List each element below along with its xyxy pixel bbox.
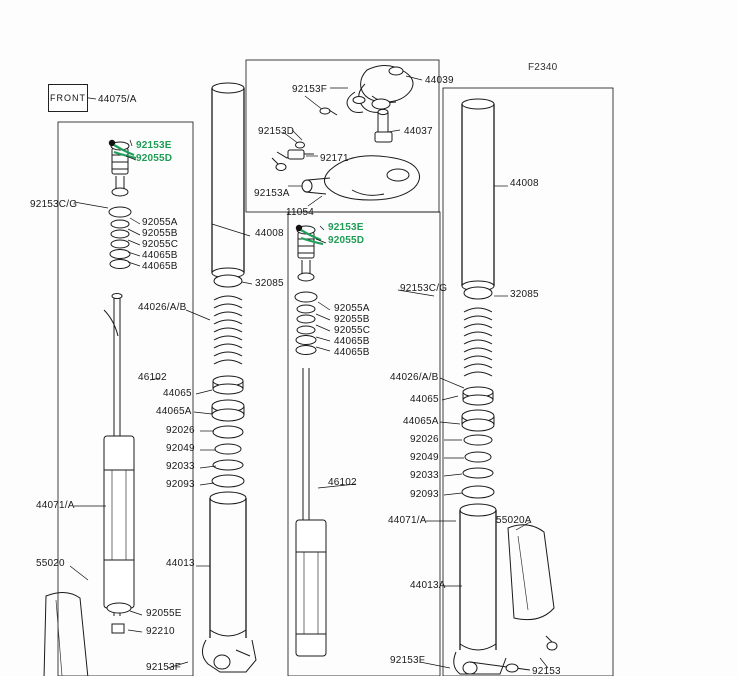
part-label-11054[interactable]: 11054: [286, 207, 315, 218]
part-label-32085-center[interactable]: 32085: [255, 278, 284, 289]
part-label-32085-right[interactable]: 32085: [510, 289, 539, 300]
part-label-44026-a-b-right[interactable]: 44026/A/B: [390, 372, 439, 383]
part-label-92153f-bottom-left[interactable]: 92153F: [146, 662, 182, 673]
part-label-44065a-right[interactable]: 44065A: [403, 416, 439, 427]
part-label-44071-a-right[interactable]: 44071/A: [388, 515, 427, 526]
part-label-92055d-left[interactable]: 92055D: [136, 153, 173, 164]
part-label-92055c-right[interactable]: 92055C: [334, 325, 371, 336]
part-label-92055c-left[interactable]: 92055C: [142, 239, 179, 250]
part-label-92026-right[interactable]: 92026: [410, 434, 439, 445]
part-label-92153d[interactable]: 92153D: [258, 126, 295, 137]
part-label-55020[interactable]: 55020: [36, 558, 65, 569]
part-label-55020a[interactable]: 55020A: [496, 515, 532, 526]
part-label-92049-left[interactable]: 92049: [166, 443, 195, 454]
part-label-44008-right[interactable]: 44008: [510, 178, 539, 189]
part-label-44065b-left-1[interactable]: 44065B: [142, 250, 178, 261]
part-label-92093-left[interactable]: 92093: [166, 479, 195, 490]
part-label-44065b-right-1[interactable]: 44065B: [334, 336, 370, 347]
part-label-44013[interactable]: 44013: [166, 558, 195, 569]
front-badge-label: FRONT: [50, 93, 86, 103]
part-label-44075-a[interactable]: 44075/A: [98, 94, 137, 105]
part-label-46102-right[interactable]: 46102: [328, 477, 357, 488]
part-label-92055d-right[interactable]: 92055D: [328, 235, 365, 246]
part-label-44037[interactable]: 44037: [404, 126, 433, 137]
part-label-44065a-left[interactable]: 44065A: [156, 406, 192, 417]
part-label-44065-left[interactable]: 44065: [163, 388, 192, 399]
part-label-44013a[interactable]: 44013A: [410, 580, 446, 591]
part-label-92171[interactable]: 92171: [320, 153, 349, 164]
part-label-92153e-right[interactable]: 92153E: [328, 222, 364, 233]
front-direction-badge: [48, 84, 88, 112]
part-label-92033-right[interactable]: 92033: [410, 470, 439, 481]
part-label-44071-a-left[interactable]: 44071/A: [36, 500, 75, 511]
part-label-92055a-right[interactable]: 92055A: [334, 303, 370, 314]
part-label-92049-right[interactable]: 92049: [410, 452, 439, 463]
part-label-92153[interactable]: 92153: [532, 666, 561, 677]
part-label-92055e[interactable]: 92055E: [146, 608, 182, 619]
part-label-92055b-right[interactable]: 92055B: [334, 314, 370, 325]
part-label-92055a-left[interactable]: 92055A: [142, 217, 178, 228]
part-label-44026-a-b-left[interactable]: 44026/A/B: [138, 302, 187, 313]
part-label-92055b-left[interactable]: 92055B: [142, 228, 178, 239]
part-label-92093-right[interactable]: 92093: [410, 489, 439, 500]
part-label-92153e-left[interactable]: 92153E: [136, 140, 172, 151]
part-label-92033-left[interactable]: 92033: [166, 461, 195, 472]
part-label-92026-left[interactable]: 92026: [166, 425, 195, 436]
diagram-id: F2340: [528, 62, 558, 73]
part-label-92153c-g-left[interactable]: 92153C/G: [30, 199, 78, 210]
part-label-92153f-top[interactable]: 92153F: [292, 84, 328, 95]
part-label-92210[interactable]: 92210: [146, 626, 175, 637]
part-label-44065-right[interactable]: 44065: [410, 394, 439, 405]
part-label-92153f-bottom-right[interactable]: 92153F: [390, 655, 426, 666]
part-label-92153a[interactable]: 92153A: [254, 188, 290, 199]
part-label-44065b-right-2[interactable]: 44065B: [334, 347, 370, 358]
part-label-44008-center[interactable]: 44008: [255, 228, 284, 239]
part-label-92153c-g-right[interactable]: 92153C/G: [400, 283, 448, 294]
part-label-46102-left[interactable]: 46102: [138, 372, 167, 383]
part-label-44039[interactable]: 44039: [425, 75, 454, 86]
part-label-44065b-left-2[interactable]: 44065B: [142, 261, 178, 272]
